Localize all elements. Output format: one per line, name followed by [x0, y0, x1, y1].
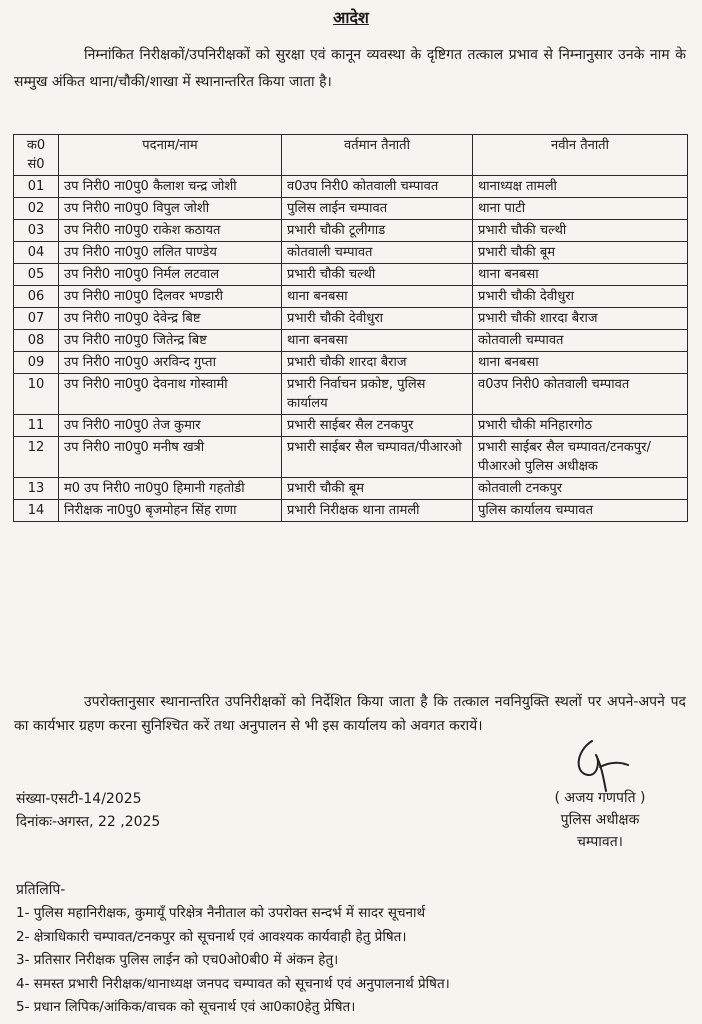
cell-sn: 03 — [14, 220, 59, 242]
cell-name: उप निरी0 ना0पु0 कैलाश चन्द्र जोशी — [59, 176, 282, 198]
cell-name: म0 उप निरी0 ना0पु0 हिमानी गहतोडी — [59, 478, 282, 500]
cell-current: कोतवाली चम्पावत — [282, 242, 473, 264]
cell-sn: 14 — [14, 500, 59, 522]
cell-sn: 02 — [14, 198, 59, 220]
cell-sn: 04 — [14, 242, 59, 264]
cell-new: प्रभारी चौकी बूम — [473, 242, 688, 264]
cell-sn: 01 — [14, 176, 59, 198]
cell-name: उप निरी0 ना0पु0 ललित पाण्डेय — [59, 242, 282, 264]
table-row — [14, 437, 688, 478]
copy-item: 2- क्षेत्राधिकारी चम्पावत/टनकपुर को सूचनार्थ एवं आवश्यक कार्यवाही हेतु प्रेषित। — [16, 928, 407, 945]
table-row — [14, 500, 688, 522]
table-row — [14, 242, 688, 264]
cell-new: प्रभारी साईबर सैल चम्पावत/टनकपुर/पीआरओ पुलिस अधीक्षक — [473, 437, 688, 478]
col-header-current: वर्तमान तैनाती — [282, 135, 473, 176]
cell-new: प्रभारी चौकी चल्थी — [473, 220, 688, 242]
cell-name: उप निरी0 ना0पु0 दिलवर भण्डारी — [59, 286, 282, 308]
table-body — [14, 176, 688, 522]
cell-sn: 05 — [14, 264, 59, 286]
cell-new: व0उप निरी0 कोतवाली चम्पावत — [473, 374, 688, 415]
cell-new: थाना पाटी — [473, 198, 688, 220]
cell-sn: 11 — [14, 415, 59, 437]
cell-new: प्रभारी चौकी देवीधुरा — [473, 286, 688, 308]
cell-name: उप निरी0 ना0पु0 राकेश कठायत — [59, 220, 282, 242]
cell-new: पुलिस कार्यालय चम्पावत — [473, 500, 688, 522]
cell-new: थाना बनबसा — [473, 264, 688, 286]
cell-sn: 09 — [14, 352, 59, 374]
signatory-place: चम्पावत। — [576, 834, 623, 850]
cell-current: प्रभारी साईबर सैल चम्पावत/पीआरओ — [282, 437, 473, 478]
cell-current: प्रभारी चौकी टूलीगाड — [282, 220, 473, 242]
cell-name: उप निरी0 ना0पु0 अरविन्द गुप्ता — [59, 352, 282, 374]
handwritten-signature — [570, 733, 630, 793]
table-header-row — [14, 135, 688, 176]
signatory-name: ( अजय गणपति ) — [554, 790, 646, 806]
transfer-table — [13, 134, 688, 522]
cell-sn: 10 — [14, 374, 59, 415]
cell-sn: 08 — [14, 330, 59, 352]
table-row — [14, 264, 688, 286]
copy-label: प्रतिलिपि- — [16, 882, 66, 898]
copy-item: 1- पुलिस महानिरीक्षक, कुमायूँ परिक्षेत्र नैनीताल को उपरोक्त सन्दर्भ में सादर सूचनार्थ — [16, 905, 426, 921]
table-row — [14, 308, 688, 330]
cell-new: प्रभारी चौकी शारदा बैराज — [473, 308, 688, 330]
table-row — [14, 330, 688, 352]
table-row — [14, 415, 688, 437]
copy-item: 3- प्रतिसार निरीक्षक पुलिस लाईन को एच0ओ0बी0 में अंकन हेतु। — [16, 952, 339, 968]
cell-current: प्रभारी चौकी बूम — [282, 478, 473, 500]
cell-current: प्रभारी चौकी चल्थी — [282, 264, 473, 286]
col-header-new: नवीन तैनाती — [473, 135, 688, 176]
cell-current: प्रभारी निर्वाचन प्रकोष्ट, पुलिस कार्यालय — [282, 374, 473, 415]
col-header-sn: क0 सं0 — [14, 135, 59, 176]
table-row — [14, 176, 688, 198]
table-row — [14, 198, 688, 220]
cell-sn: 13 — [14, 478, 59, 500]
cell-current: पुलिस लाईन चम्पावत — [282, 198, 473, 220]
cell-name: उप निरी0 ना0पु0 विपुल जोशी — [59, 198, 282, 220]
cell-sn: 06 — [14, 286, 59, 308]
cell-name: उप निरी0 ना0पु0 मनीष खत्री — [59, 437, 282, 478]
cell-new: थाना बनबसा — [473, 352, 688, 374]
cell-new: प्रभारी चौकी मनिहारगोठ — [473, 415, 688, 437]
cell-current: व0उप निरी0 कोतवाली चम्पावत — [282, 176, 473, 198]
signatory-designation: पुलिस अधीक्षक — [560, 812, 640, 828]
reference-number: संख्या-एसटी-14/2025 — [16, 791, 142, 807]
table-row — [14, 478, 688, 500]
cell-current: थाना बनबसा — [282, 286, 473, 308]
cell-name: उप निरी0 ना0पु0 निर्मल लटवाल — [59, 264, 282, 286]
cell-name: निरीक्षक ना0पु0 बृजमोहन सिंह राणा — [59, 500, 282, 522]
col-header-name: पदनाम/नाम — [59, 135, 282, 176]
cell-name: उप निरी0 ना0पु0 देवेन्द्र बिष्ट — [59, 308, 282, 330]
cell-name: उप निरी0 ना0पु0 जितेन्द्र बिष्ट — [59, 330, 282, 352]
cell-current: प्रभारी चौकी शारदा बैराज — [282, 352, 473, 374]
cell-current: प्रभारी चौकी देवीधुरा — [282, 308, 473, 330]
table-row — [14, 374, 688, 415]
cell-current: थाना बनबसा — [282, 330, 473, 352]
cell-new: कोतवाली चम्पावत — [473, 330, 688, 352]
closing-paragraph: उपरोक्तानुसार स्थानान्तरित उपनिरीक्षकों को निर्देशित किया जाता है कि तत्काल नवनियुक्ति स्थलों पर अपने-अपने पद का कार्यभार ग्रहण करना सुनिश्चित करें तथा अनुपालन से भी इस कार्यालय को अवगत करायें। — [14, 694, 686, 734]
document-title: आदेश — [333, 8, 369, 27]
cell-sn: 12 — [14, 437, 59, 478]
intro-paragraph: निम्नांकित निरीक्षकों/उपनिरीक्षकों को सुरक्षा एवं कानून व्यवस्था के दृष्टिगत तत्काल प्रभाव से निम्नानुसार उनके नाम के सम्मुख अंकित थाना/चौकी/शाखा में स्थानान्तरित किया जाता है। — [14, 47, 686, 90]
cell-current: प्रभारी निरीक्षक थाना तामली — [282, 500, 473, 522]
cell-new: थानाध्यक्ष तामली — [473, 176, 688, 198]
copy-item: 5- प्रधान लिपिक/आंकिक/वाचक को सूचनार्थ एवं आ0का0हेतु प्रेषित। — [16, 999, 356, 1015]
cell-current: प्रभारी साईबर सैल टनकपुर — [282, 415, 473, 437]
reference-date: दिनांकः-अगस्त, 22 ,2025 — [16, 814, 161, 830]
cell-sn: 07 — [14, 308, 59, 330]
cell-name: उप निरी0 ना0पु0 तेज कुमार — [59, 415, 282, 437]
copy-list — [16, 902, 696, 1020]
cell-name: उप निरी0 ना0पु0 देवनाथ गोस्वामी — [59, 374, 282, 415]
cell-new: कोतवाली टनकपुर — [473, 478, 688, 500]
copy-item: 4- समस्त प्रभारी निरीक्षक/थानाध्यक्ष जनपद चम्पावत को सूचनार्थ एवं अनुपालनार्थ प्रेषित। — [16, 975, 450, 992]
table-row — [14, 220, 688, 242]
table-row — [14, 352, 688, 374]
table-row — [14, 286, 688, 308]
